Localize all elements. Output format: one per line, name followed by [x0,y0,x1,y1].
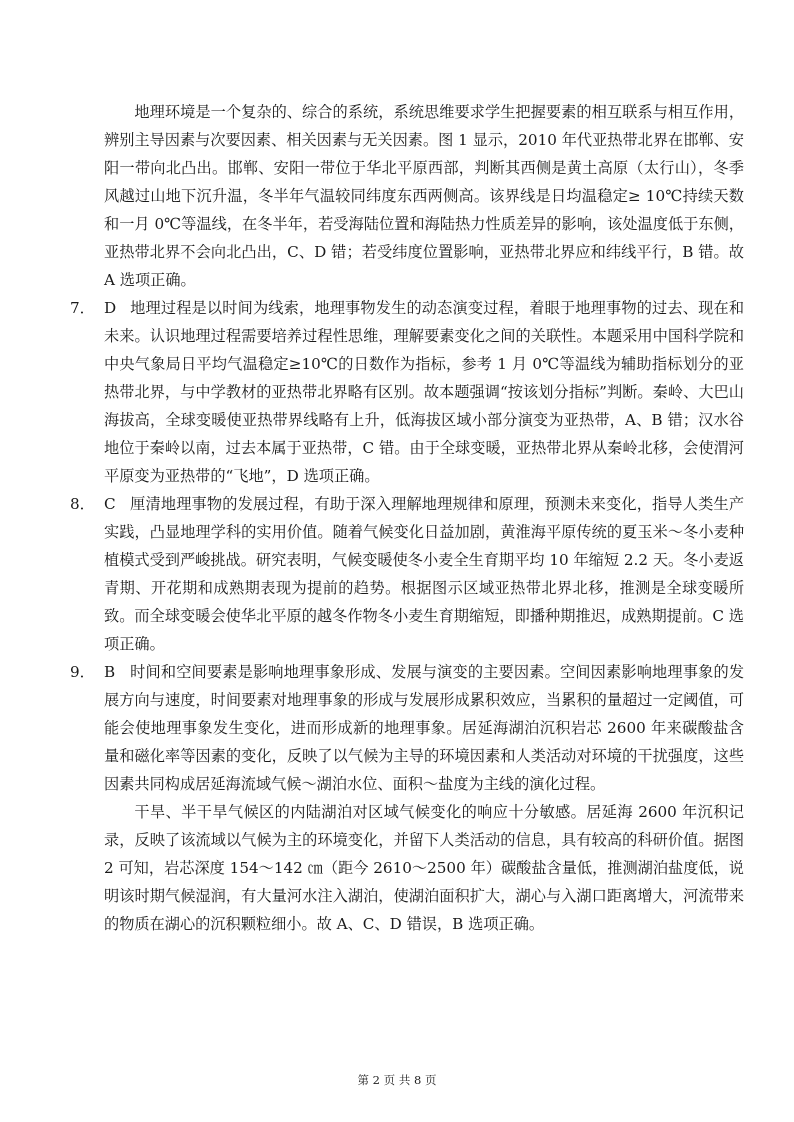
page-content [70,98,744,938]
item-paragraph [104,658,744,798]
item-text: 时间和空间要素是影响地理事象形成、发展与演变的主要因素。空间因素影响地理事象的发展方向与速度，时间要素对地理事象的形成与发展形成累积效应，当累积的量超过一定阈值，可能会使地理事象发生变化，进而形成新的地理事象。居延海湖泊沉积岩芯 2600 年来碳酸盐含量和磁化率等因素的变化，反映了以气候为主导的环境因素和人类活动对环境的干扰强度，这些因素共同构成居延海流域气候～湖泊水位、面积～盐度为主线的演化过程。 [104,663,744,793]
page-footer: 第 2 页 共 8 页 [357,1073,437,1087]
item-text: 地理过程是以时间为线索，地理事物发生的动态演变过程，着眼于地理事物的过去、现在和未来。认识地理过程需要培养过程性思维，理解要素变化之间的关联性。本题采用中国科学院和中央气象局日平均气温稳定≥10℃的日数作为指标，参考 1 月 0℃等温线为辅助指标划分的亚热带北界，与中学教材的亚热带北界略有区别。故本题强调“按该划分指标”判断。秦岭、大巴山海拔高，全球变暖使亚热带界线略有上升，低海拔区域小部分演变为亚热带，A、B 错；汉水谷地位于秦岭以南，过去本属于亚热带，C 错。由于全球变暖，亚热带北界从秦岭北移，会使渭河平原变为亚热带的“飞地”，D 选项正确。 [104,299,744,485]
item-answer: B [104,663,116,681]
paragraph-intro: 地理环境是一个复杂的、综合的系统，系统思维要求学生把握要素的相互联系与相互作用，辨别主导因素与次要因素、相关因素与无关因素。图 1 显示，2010 年代亚热带北界在邯郸、安阳一带向北凸出。邯郸、安阳一带位于华北平原西部，判断其西侧是黄土高原（太行山），冬季风越过山地下沉升温，冬半年气温较同纬度东西两侧高。该界线是日均温稳定≥ 10℃持续天数和一月 0℃等温线，在冬半年，若受海陆位置和海陆热力性质差异的影响，该处温度低于东侧，亚热带北界不会向北凸出，C、D 错；若受纬度位置影响，亚热带北界应和纬线平行，B 错。故 A 选项正确。 [104,103,744,289]
answer-item-8 [70,490,744,658]
item-paragraph [104,294,744,490]
item-paragraph [104,490,744,658]
item-body [104,294,744,490]
item-number: 7． [70,299,95,317]
item-number: 9． [70,663,95,681]
item-body [104,658,744,798]
item-answer: C [104,495,116,513]
answer-item-7 [70,294,744,490]
item-text: 厘清地理事物的发展过程，有助于深入理解地理规律和原理，预测未来变化，指导人类生产实践，凸显地理学科的实用价值。随着气候变化日益加剧，黄淮海平原传统的夏玉米～冬小麦种植模式受到严峻挑战。研究表明，气候变暖使冬小麦全生育期平均 10 年缩短 2.2 天。冬小麦返青期、开花期和成熟期表现为提前的趋势。根据图示区域亚热带北界北移，推测是全球变暖所致。而全球变暖会使华北平原的越冬作物冬小麦生育期缩短，即播种期推迟，成熟期提前。C 选项正确。 [104,495,744,653]
item-number: 8． [70,495,95,513]
item-answer: D [104,299,117,317]
paragraph-closing: 干旱、半干旱气候区的内陆湖泊对区域气候变化的响应十分敏感。居延海 2600 年沉积记录，反映了该流域以气候为主的环境变化，并留下人类活动的信息，具有较高的科研价值。据图 2 可知，岩芯深度 154～142 ㎝（距今 2610～2500 年）碳酸盐含量低，推测湖泊盐度低，说明该时期气候湿润，有大量河水注入湖泊，使湖泊面积扩大，湖心与入湖口距离增大，河流带来的物质在湖心的沉积颗粒细小。故 A、C、D 错误，B 选项正确。 [104,803,744,933]
item-body [104,490,744,658]
answer-item-9 [70,658,744,798]
